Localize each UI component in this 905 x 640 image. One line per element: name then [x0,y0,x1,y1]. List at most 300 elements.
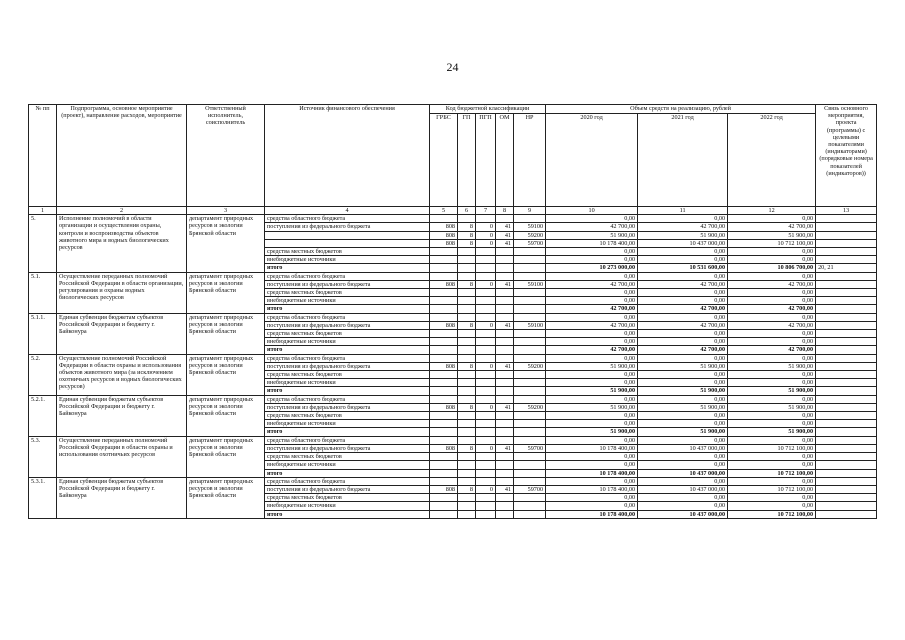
code-pgp [476,371,496,379]
funding-source: внебюджетные источники [265,338,430,346]
funding-source: средства местных бюджетов [265,289,430,297]
value-2021: 0,00 [638,289,728,297]
code-grbs: 808 [430,231,458,239]
table-row [29,354,877,362]
code-grbs [430,428,458,436]
value-2020: 51 900,00 [546,231,638,239]
code-gp [458,330,476,338]
column-number: 5 [430,207,458,215]
code-om: 41 [496,231,514,239]
indicator-link [816,469,877,477]
value-2022: 51 900,00 [728,362,816,370]
value-2022: 0,00 [728,354,816,362]
code-np [514,264,546,272]
value-2021: 10 437 000,00 [638,239,728,247]
value-2020: 0,00 [546,395,638,403]
code-om [496,453,514,461]
value-2021: 0,00 [638,330,728,338]
item-name: Осуществление полномочий Российской Федерации в области охраны и использования объектов животного мира (за исключением охотничьих ресурсов и водных биологических ресурсов) [57,354,187,395]
value-2020: 10 178 400,00 [546,239,638,247]
code-om: 41 [496,239,514,247]
value-2022: 0,00 [728,297,816,305]
code-gp: 8 [458,485,476,493]
value-2022: 0,00 [728,477,816,485]
table-row [29,215,877,223]
code-grbs [430,477,458,485]
indicator-link [816,280,877,288]
code-om [496,428,514,436]
header-2022: 2022 год [728,114,816,207]
code-np [514,379,546,387]
code-pgp [476,297,496,305]
code-np [514,297,546,305]
funding-source: средства местных бюджетов [265,494,430,502]
funding-source: итого [265,305,430,313]
indicator-link [816,362,877,370]
indicator-link [816,428,877,436]
code-grbs [430,469,458,477]
value-2020: 0,00 [546,502,638,510]
value-2022: 42 700,00 [728,280,816,288]
value-2022: 0,00 [728,412,816,420]
item-responsible: департамент природных ресурсов и экологии Брянской области [187,354,265,395]
item-responsible: департамент природных ресурсов и экологии Брянской области [187,436,265,477]
code-np [514,256,546,264]
code-grbs [430,313,458,321]
funding-source: итого [265,264,430,272]
value-2021: 0,00 [638,338,728,346]
code-om [496,264,514,272]
code-pgp [476,502,496,510]
value-2020: 0,00 [546,330,638,338]
column-number: 10 [546,207,638,215]
code-np [514,330,546,338]
code-np [514,371,546,379]
value-2021: 42 700,00 [638,223,728,231]
header-2021: 2021 год [638,114,728,207]
funding-source: средства местных бюджетов [265,412,430,420]
code-pgp: 0 [476,223,496,231]
code-gp [458,436,476,444]
value-2020: 42 700,00 [546,305,638,313]
value-2020: 0,00 [546,436,638,444]
header-om: ОМ [496,114,514,207]
funding-source: итого [265,469,430,477]
code-grbs [430,436,458,444]
code-np [514,420,546,428]
code-np [514,272,546,280]
code-pgp [476,215,496,223]
code-np [514,346,546,354]
value-2022: 0,00 [728,395,816,403]
code-grbs [430,346,458,354]
code-gp [458,264,476,272]
header-pgp: ПГП [476,114,496,207]
code-gp [458,272,476,280]
code-om: 41 [496,403,514,411]
code-om [496,289,514,297]
value-2021: 0,00 [638,412,728,420]
code-np [514,453,546,461]
code-np [514,477,546,485]
item-responsible: департамент природных ресурсов и экологии Брянской области [187,215,265,272]
funding-source: итого [265,346,430,354]
indicator-link [816,239,877,247]
value-2020: 51 900,00 [546,428,638,436]
code-grbs [430,420,458,428]
funding-source: поступления из федерального бюджета [265,444,430,452]
code-gp [458,354,476,362]
column-number: 3 [187,207,265,215]
value-2021: 51 900,00 [638,231,728,239]
value-2021: 0,00 [638,313,728,321]
code-np: 59700 [514,444,546,452]
code-om [496,305,514,313]
code-om [496,248,514,256]
indicator-link [816,346,877,354]
code-gp [458,215,476,223]
code-om [496,313,514,321]
funding-source: поступления из федерального бюджета [265,362,430,370]
code-pgp [476,256,496,264]
code-np [514,305,546,313]
code-pgp [476,330,496,338]
value-2022: 10 712 100,00 [728,510,816,518]
code-pgp [476,313,496,321]
code-gp [458,371,476,379]
value-2022: 10 806 700,00 [728,264,816,272]
funding-source: итого [265,510,430,518]
code-np [514,354,546,362]
value-2022: 0,00 [728,502,816,510]
indicator-link [816,444,877,452]
value-2021: 0,00 [638,379,728,387]
value-2021: 0,00 [638,502,728,510]
value-2021: 0,00 [638,215,728,223]
value-2020: 42 700,00 [546,280,638,288]
code-gp: 8 [458,239,476,247]
code-pgp [476,412,496,420]
code-np: 59100 [514,321,546,329]
code-grbs [430,330,458,338]
code-grbs [430,215,458,223]
funding-source [265,239,430,247]
column-number: 11 [638,207,728,215]
indicator-link [816,223,877,231]
value-2020: 10 178 400,00 [546,485,638,493]
item-number: 5.3.1. [29,477,57,518]
funding-source: внебюджетные источники [265,256,430,264]
indicator-link [816,420,877,428]
item-number: 5.1. [29,272,57,313]
code-om [496,502,514,510]
value-2022: 0,00 [728,436,816,444]
funding-source: средства местных бюджетов [265,330,430,338]
value-2020: 0,00 [546,313,638,321]
value-2022: 0,00 [728,248,816,256]
value-2022: 51 900,00 [728,231,816,239]
code-np [514,412,546,420]
code-gp [458,346,476,354]
value-2022: 0,00 [728,420,816,428]
indicator-link [816,403,877,411]
code-pgp [476,461,496,469]
value-2021: 10 531 600,00 [638,264,728,272]
value-2020: 0,00 [546,215,638,223]
value-2020: 0,00 [546,379,638,387]
value-2022: 51 900,00 [728,403,816,411]
funding-source: средства местных бюджетов [265,453,430,461]
code-om [496,436,514,444]
value-2022: 0,00 [728,313,816,321]
code-grbs [430,510,458,518]
funding-source: внебюджетные источники [265,420,430,428]
funding-source: поступления из федерального бюджета [265,403,430,411]
code-pgp: 0 [476,403,496,411]
funding-source: поступления из федерального бюджета [265,485,430,493]
value-2022: 10 712 100,00 [728,469,816,477]
code-pgp: 0 [476,231,496,239]
column-number: 1 [29,207,57,215]
code-np [514,338,546,346]
column-number: 12 [728,207,816,215]
value-2020: 0,00 [546,494,638,502]
value-2021: 10 437 000,00 [638,444,728,452]
code-gp [458,494,476,502]
indicator-link [816,510,877,518]
code-om [496,346,514,354]
indicator-link [816,215,877,223]
code-grbs [430,354,458,362]
value-2022: 10 712 100,00 [728,485,816,493]
code-pgp [476,469,496,477]
code-gp [458,395,476,403]
code-grbs: 808 [430,362,458,370]
code-om [496,338,514,346]
indicator-link [816,436,877,444]
indicator-link [816,371,877,379]
value-2021: 10 437 000,00 [638,510,728,518]
code-pgp [476,395,496,403]
code-pgp: 0 [476,485,496,493]
code-np [514,461,546,469]
code-np [514,494,546,502]
funding-source: внебюджетные источники [265,502,430,510]
code-pgp [476,289,496,297]
code-om [496,272,514,280]
code-om: 41 [496,444,514,452]
value-2022: 0,00 [728,338,816,346]
code-gp [458,289,476,297]
code-om [496,395,514,403]
header-gp: ГП [458,114,476,207]
table-row [29,436,877,444]
code-pgp: 0 [476,362,496,370]
value-2021: 42 700,00 [638,280,728,288]
indicator-link [816,231,877,239]
code-om [496,297,514,305]
code-np: 59200 [514,403,546,411]
code-grbs: 808 [430,444,458,452]
value-2022: 0,00 [728,289,816,297]
funding-source: средства областного бюджета [265,215,430,223]
code-pgp [476,379,496,387]
value-2020: 0,00 [546,420,638,428]
code-gp [458,248,476,256]
funding-source [265,231,430,239]
item-name: Осуществление переданных полномочий Российской Федерации в области организации, регулирования и охраны водных биологических ресурсов [57,272,187,313]
code-gp [458,420,476,428]
code-gp [458,256,476,264]
funding-source: внебюджетные источники [265,379,430,387]
item-responsible: департамент природных ресурсов и экологии Брянской области [187,313,265,354]
value-2021: 51 900,00 [638,362,728,370]
value-2022: 42 700,00 [728,223,816,231]
code-grbs: 808 [430,223,458,231]
code-gp: 8 [458,280,476,288]
code-pgp [476,346,496,354]
code-np: 59700 [514,485,546,493]
code-grbs [430,453,458,461]
column-number: 2 [57,207,187,215]
column-number: 8 [496,207,514,215]
indicator-link: 20, 21 [816,264,877,272]
value-2020: 0,00 [546,412,638,420]
code-gp [458,305,476,313]
code-grbs: 808 [430,280,458,288]
value-2020: 0,00 [546,338,638,346]
code-om [496,510,514,518]
indicator-link [816,502,877,510]
code-np [514,289,546,297]
code-grbs [430,461,458,469]
code-np [514,387,546,395]
value-2022: 42 700,00 [728,305,816,313]
code-gp: 8 [458,362,476,370]
value-2020: 0,00 [546,453,638,461]
header-subprogram: Подпрограмма, основное мероприятие (проект), направление расходов, мероприятие [57,105,187,207]
header-source: Источник финансового обеспечения [265,105,430,207]
code-gp [458,502,476,510]
code-pgp [476,436,496,444]
code-pgp [476,387,496,395]
code-gp [458,313,476,321]
indicator-link [816,305,877,313]
code-pgp [476,420,496,428]
funding-source: средства областного бюджета [265,395,430,403]
indicator-link [816,453,877,461]
item-name: Единая субвенция бюджетам субъектов Российской Федерации и бюджету г. Байконура [57,313,187,354]
code-om [496,477,514,485]
indicator-link [816,330,877,338]
value-2020: 51 900,00 [546,362,638,370]
value-2021: 0,00 [638,477,728,485]
value-2021: 0,00 [638,453,728,461]
funding-source: итого [265,387,430,395]
value-2020: 0,00 [546,256,638,264]
funding-source: поступления из федерального бюджета [265,321,430,329]
indicator-link [816,321,877,329]
value-2022: 51 900,00 [728,428,816,436]
value-2021: 51 900,00 [638,387,728,395]
funding-source: средства областного бюджета [265,272,430,280]
value-2020: 10 273 000,00 [546,264,638,272]
code-grbs [430,264,458,272]
code-gp [458,412,476,420]
value-2020: 10 178 400,00 [546,444,638,452]
funding-source: средства областного бюджета [265,436,430,444]
item-responsible: департамент природных ресурсов и экологии Брянской области [187,477,265,518]
item-name: Единая субвенция бюджетам субъектов Российской Федерации и бюджету г. Байконура [57,477,187,518]
code-gp [458,338,476,346]
code-np [514,215,546,223]
indicator-link [816,272,877,280]
indicator-link [816,297,877,305]
column-number: 9 [514,207,546,215]
value-2022: 0,00 [728,256,816,264]
code-pgp [476,428,496,436]
code-grbs [430,289,458,297]
code-pgp: 0 [476,321,496,329]
indicator-link [816,461,877,469]
budget-table [28,104,877,519]
code-gp [458,297,476,305]
code-grbs: 808 [430,403,458,411]
value-2022: 0,00 [728,379,816,387]
column-number: 7 [476,207,496,215]
indicator-link [816,477,877,485]
value-2022: 0,00 [728,453,816,461]
table-row [29,272,877,280]
code-grbs [430,371,458,379]
code-gp [458,477,476,485]
indicator-link [816,354,877,362]
code-grbs: 808 [430,485,458,493]
code-gp [458,469,476,477]
value-2022: 0,00 [728,272,816,280]
code-np [514,502,546,510]
code-om [496,215,514,223]
value-2020: 0,00 [546,461,638,469]
header-link: Связь основного мероприятия, проекта (программы) с целевыми показателями (индикаторами) (порядковые номера показателей (индикаторов)) [816,105,877,207]
column-number: 6 [458,207,476,215]
item-number: 5.3. [29,436,57,477]
indicator-link [816,256,877,264]
value-2020: 0,00 [546,248,638,256]
code-grbs [430,256,458,264]
code-np: 59100 [514,223,546,231]
value-2020: 0,00 [546,371,638,379]
indicator-link [816,338,877,346]
column-number: 13 [816,207,877,215]
code-om [496,256,514,264]
value-2021: 10 437 000,00 [638,485,728,493]
code-pgp [476,494,496,502]
item-name: Исполнение полномочий в области организации и осуществления охраны, контроля и воспроизводства объектов животного мира и водных биологических ресурсов [57,215,187,272]
header-np: НР [514,114,546,207]
value-2020: 0,00 [546,289,638,297]
code-gp [458,453,476,461]
value-2021: 42 700,00 [638,305,728,313]
value-2022: 0,00 [728,215,816,223]
code-np [514,395,546,403]
code-np: 59200 [514,362,546,370]
code-gp: 8 [458,231,476,239]
item-name: Единая субвенция бюджетам субъектов Российской Федерации и бюджету г. Байконура [57,395,187,436]
value-2021: 0,00 [638,256,728,264]
code-gp [458,510,476,518]
value-2020: 0,00 [546,272,638,280]
